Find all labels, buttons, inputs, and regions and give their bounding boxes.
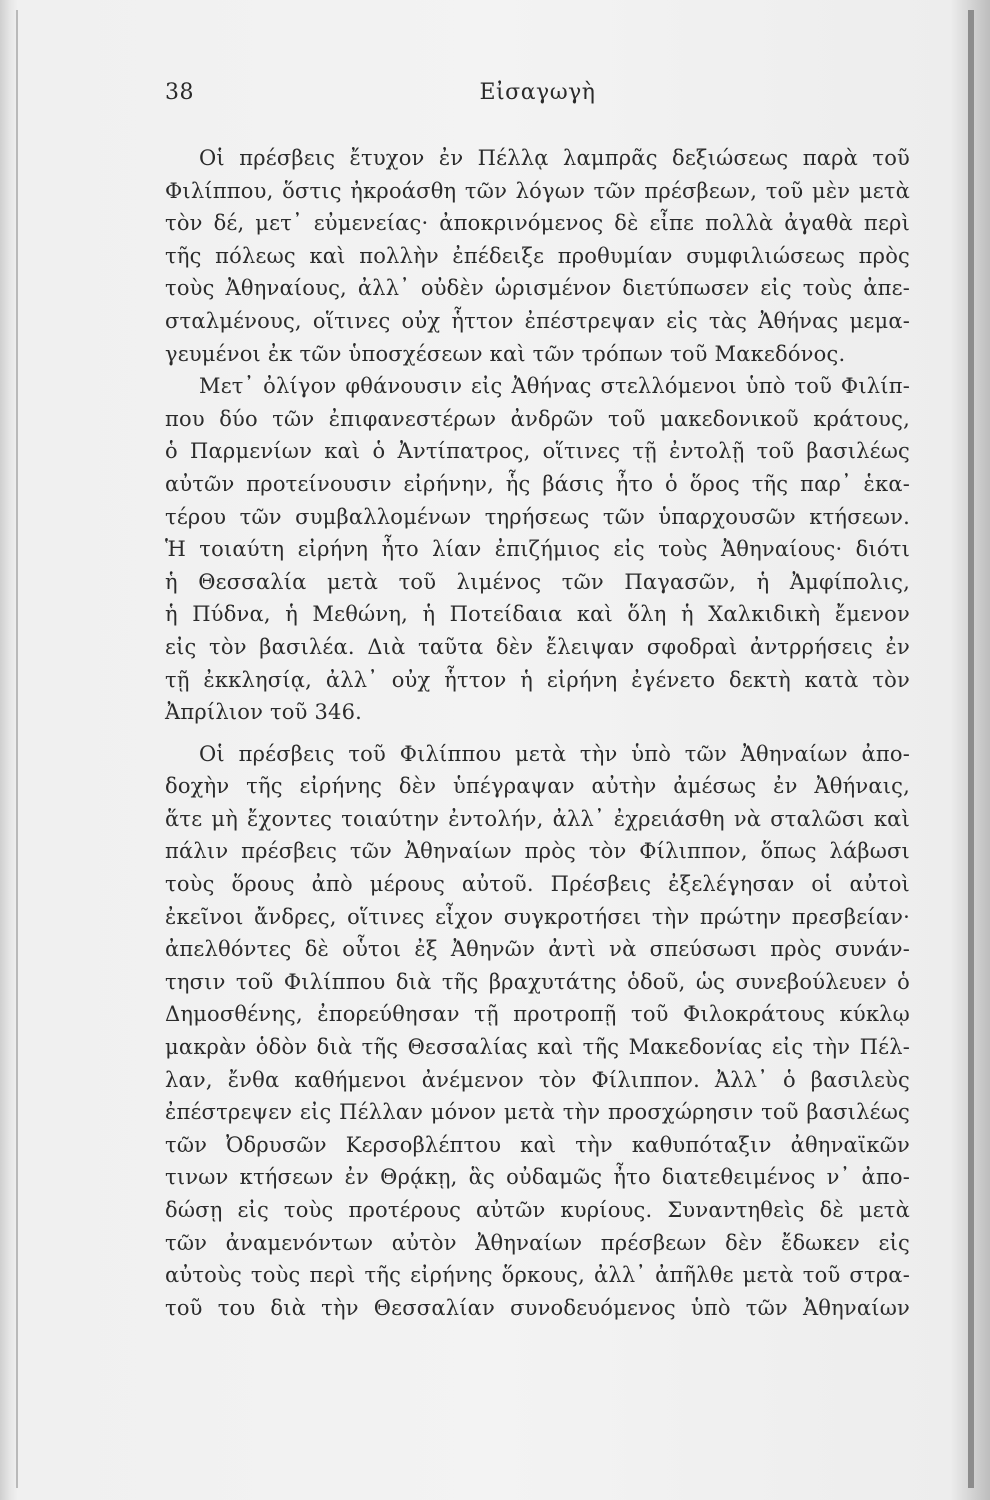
text-line: Δημοσθένης, ἐπορεύθησαν τῇ προτροπῇ τοῦ Φιλοκράτους κύκλῳ [165, 1002, 910, 1027]
text-line: τῆς πόλεως καὶ πολλὴν ἐπέδειξε προθυμίαν συμφιλιώσεως πρὸς [165, 243, 910, 268]
text-line: τοῦ του διὰ τὴν Θεσσαλίαν συνοδευόμενος ὑπὸ τῶν Ἀθηναίων [165, 1295, 910, 1320]
text-line: αὐτοὺς τοὺς περὶ τῆς εἰρήνης ὅρκους, ἀλλ᾽ ἀπῆλθε μετὰ τοῦ στρα- [165, 1263, 910, 1288]
text-line: δώσῃ εἰς τοὺς προτέρους αὐτῶν κυρίους. Συναντηθεὶς δὲ μετὰ [165, 1198, 910, 1222]
text-line: Ἀπρίλιον τοῦ 346. [165, 700, 363, 725]
text-line: λαν, ἔνθα καθήμενοι ἀνέμενον τὸν Φίλιππον. Ἀλλ᾽ ὁ βασιλεὺς [165, 1067, 910, 1092]
text-line: τὸν δέ, μετ᾽ εὐμενείας· ἀποκρινόμενος δὲ εἶπε πολλὰ ἀγαθὰ περὶ [165, 211, 910, 236]
running-header [165, 80, 910, 116]
text-line: εἰς τὸν βασιλέα. Διὰ ταῦτα δὲν ἔλειψαν σφοδραὶ ἀντρρήσεις ἐν [165, 634, 910, 659]
text-line: ἅτε μὴ ἔχοντες τοιαύτην ἐντολήν, ἀλλ᾽ ἐχρειάσθη νὰ σταλῶσι καὶ [165, 806, 910, 831]
text-line: ἐπέστρεψεν εἰς Πέλλαν μόνον μετὰ τὴν προσχώρησιν τοῦ βασιλέως [165, 1100, 910, 1125]
text-line: τησιν τοῦ Φιλίππου διὰ τῆς βραχυτάτης ὁδοῦ, ὡς συνεβούλευεν ὁ [165, 969, 910, 994]
text-line: τῶν Ὀδρυσῶν Κερσοβλέπτου καὶ τὴν καθυπόταξιν ἀθηναϊκῶν [165, 1132, 910, 1157]
text-line: αὐτῶν προτείνουσιν εἰρήνην, ἧς βάσις ἦτο ὁ ὅρος τῆς παρ᾽ ἑκα- [165, 471, 910, 496]
text-line: τοὺς Ἀθηναίους, ἀλλ᾽ οὐδὲν ὡρισμένον διετύπωσεν εἰς τοὺς ἀπε- [165, 276, 910, 301]
text-line: Ἡ τοιαύτη εἰρήνη ἦτο λίαν ἐπιζήμιος εἰς τοὺς Ἀθηναίους· διότι [165, 537, 910, 562]
running-title: Εἰσαγωγὴ [479, 80, 596, 105]
text-line: τέρου τῶν συμβαλλομένων τηρήσεως τῶν ὑπαρχουσῶν κτήσεων. [165, 504, 910, 529]
text-line: Μετ᾽ ὀλίγον φθάνουσιν εἰς Ἀθήνας στελλόμενοι ὑπὸ τοῦ Φιλίπ- [199, 374, 910, 399]
text-line: ἡ Θεσσαλία μετὰ τοῦ λιμένος τῶν Παγασῶν, ἡ Ἀμφίπολις, [165, 569, 910, 594]
paragraph [165, 738, 910, 1325]
text-line: γευμένοι ἐκ τῶν ὑποσχέσεων καὶ τῶν τρόπων τοῦ Μακεδόνος. [165, 341, 846, 366]
text-line: Φιλίππου, ὅστις ἠκροάσθη τῶν λόγων τῶν πρέσβεων, τοῦ μὲν μετὰ [165, 178, 910, 203]
text-line: ἡ Πύδνα, ἡ Μεθώνη, ἡ Ποτείδαια καὶ ὅλη ἡ Χαλκιδικὴ ἔμενον [165, 602, 910, 627]
text-line: πάλιν πρέσβεις τῶν Ἀθηναίων πρὸς τὸν Φίλιππον, ὅπως λάβωσι [165, 839, 910, 864]
text-line: ἐκεῖνοι ἄνδρες, οἵτινες εἶχον συγκροτήσει τὴν πρώτην πρεσβείαν· [165, 904, 910, 929]
text-line: τοὺς ὅρους ἀπὸ μέρους αὐτοῦ. Πρέσβεις ἐξελέγησαν οἱ αὐτοὶ [165, 872, 910, 897]
text-line: ἀπελθόντες δὲ οὗτοι ἐξ Ἀθηνῶν ἀντὶ νὰ σπεύσωσι πρὸς συνάν- [165, 937, 910, 962]
paragraph [165, 142, 910, 370]
text-line: μακρὰν ὁδὸν διὰ τῆς Θεσσαλίας καὶ τῆς Μακεδονίας εἰς τὴν Πέλ- [165, 1035, 910, 1060]
text-line: που δύο τῶν ἐπιφανεστέρων ἀνδρῶν τοῦ μακεδονικοῦ κράτους, [165, 406, 910, 431]
text-line: ὁ Παρμενίων καὶ ὁ Ἀντίπατρος, οἵτινες τῇ ἐντολῇ τοῦ βασιλέως [165, 439, 910, 464]
text-line: τῇ ἐκκλησίᾳ, ἀλλ᾽ οὐχ ἧττον ἡ εἰρήνη ἐγένετο δεκτὴ κατὰ τὸν [165, 667, 910, 692]
text-line: Οἱ πρέσβεις τοῦ Φιλίππου μετὰ τὴν ὑπὸ τῶν Ἀθηναίων ἀπο- [199, 741, 910, 766]
text-line: Οἱ πρέσβεις ἔτυχον ἐν Πέλλᾳ λαμπρᾶς δεξιώσεως παρὰ τοῦ [199, 146, 910, 170]
body-text [165, 142, 910, 1324]
text-line: τῶν ἀναμενόντων αὐτὸν Ἀθηναίων πρέσβεων δὲν ἔδωκεν εἰς [165, 1230, 910, 1255]
text-line: σταλμένους, οἵτινες οὐχ ἧττον ἐπέστρεψαν εἰς τὰς Ἀθήνας μεμα- [165, 308, 910, 333]
text-line: δοχὴν τῆς εἰρήνης δὲν ὑπέγραψαν αὐτὴν ἀμέσως ἐν Ἀθήναις, [165, 774, 910, 799]
text-line: τινων κτήσεων ἐν Θρᾴκῃ, ἃς οὐδαμῶς ἦτο διατεθειμένος ν᾽ ἀπο- [165, 1165, 910, 1190]
page-number: 38 [165, 80, 194, 105]
paragraph [165, 370, 910, 729]
